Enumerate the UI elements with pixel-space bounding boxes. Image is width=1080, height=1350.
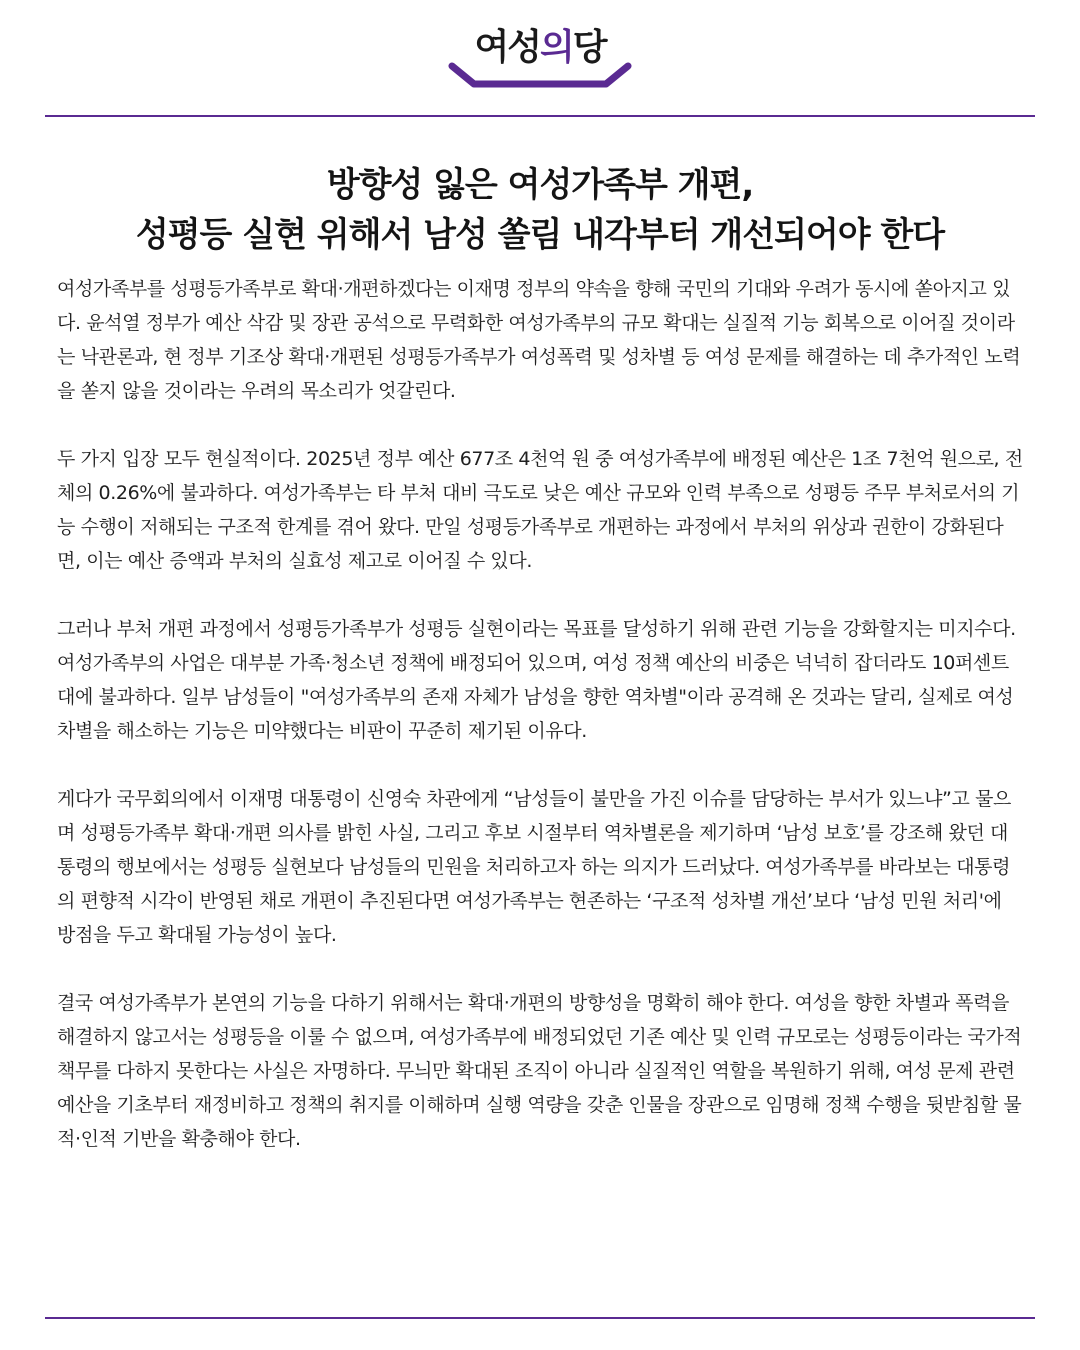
top-divider [45,115,1035,117]
party-logo [0,0,1080,100]
body-paragraph-5: 결국 여성가족부가 본연의 기능을 다하기 위해서는 확대·개편의 방향성을 명확히 해야 한다. 여성을 향한 차별과 폭력을 해결하지 않고서는 성평등을 이룰 수 없으며, 여성가족부에 배정되었던 기존 예산 및 인력 규모로는 성평등이라는 국가적 책무를 다하지 못한다는 사실은 자명하다. 무늬만 확대된 조직이 아니라 실질적인 역할을 복원하기 위해, 여성 문제 관련 예산을 기초부터 재정비하고 정책의 취지를 이해하며 실행 역량을 갖춘 인물을 장관으로 임명해 정책 수행을 뒷받침할 물적·인적 기반을 확충해야 한다. [57,992,1022,1150]
logo-text-post: 당 [572,27,606,68]
press-release-body [57,272,1025,1190]
headline-line-1: 방향성 잃은 여성가족부 개편, [326,165,754,205]
logo-text-accent: 의 [540,27,573,68]
logo-chevron-stroke [452,66,628,84]
press-release-headline [40,160,1040,260]
headline-line-2: 성평등 실현 위해서 남성 쏠림 내각부터 개선되어야 한다 [135,215,945,255]
body-paragraph-4: 게다가 국무회의에서 이재명 대통령이 신영숙 차관에게 “남성들이 불만을 가진 이슈를 담당하는 부서가 있느냐”고 물으며 성평등가족부 확대·개편 의사를 밝힌 사실, 그리고 후보 시절부터 역차별론을 제기하며 ‘남성 보호’를 강조해 왔던 대통령의 행보에서는 성평등 실현보다 남성들의 민원을 처리하고자 하는 의지가 드러났다. 여성가족부를 바라보는 대통령의 편향적 시각이 반영된 채로 개편이 추진된다면 여성가족부는 현존하는 ‘구조적 성차별 개선’보다 ‘남성 민원 처리'에 방점을 두고 확대될 가능성이 높다. [57,788,1011,946]
body-paragraph-1: 여성가족부를 성평등가족부로 확대·개편하겠다는 이재명 정부의 약속을 향해 국민의 기대와 우려가 동시에 쏟아지고 있다. 윤석열 정부가 예산 삭감 및 장관 공석으로 무력화한 여성가족부의 규모 확대는 실질적 기능 회복으로 이어질 것이라는 낙관론과, 현 정부 기조상 확대·개편된 성평등가족부가 여성폭력 및 성차별 등 여성 문제를 해결하는 데 추가적인 노력을 쏟지 않을 것이라는 우려의 목소리가 엇갈린다. [57,278,1021,402]
logo-chevron-underline-icon [440,58,640,92]
bottom-divider [45,1317,1035,1319]
body-paragraph-2: 두 가지 입장 모두 현실적이다. 2025년 정부 예산 677조 4천억 원 중 여성가족부에 배정된 예산은 1조 7천억 원으로, 전체의 0.26%에 불과하다. 여성가족부는 타 부처 대비 극도로 낮은 예산 규모와 인력 부족으로 성평등 주무 부처로서의 기능 수행이 저해되는 구조적 한계를 겪어 왔다. 만일 성평등가족부로 개편하는 과정에서 부처의 위상과 권한이 강화된다면, 이는 예산 증액과 부처의 실효성 제고로 이어질 수 있다. [57,448,1023,572]
logo-text-pre: 여성 [474,27,540,68]
body-paragraph-3: 그러나 부처 개편 과정에서 성평등가족부가 성평등 실현이라는 목표를 달성하기 위해 관련 기능을 강화할지는 미지수다. 여성가족부의 사업은 대부분 가족·청소년 정책에 배정되어 있으며, 여성 정책 예산의 비중은 넉넉히 잡더라도 10퍼센트대에 불과하다. 일부 남성들이 "여성가족부의 존재 자체가 남성을 향한 역차별"이라 공격해 온 것과는 달리, 실제로 여성 차별을 해소하는 기능은 미약했다는 비판이 꾸준히 제기된 이유다. [57,618,1016,742]
